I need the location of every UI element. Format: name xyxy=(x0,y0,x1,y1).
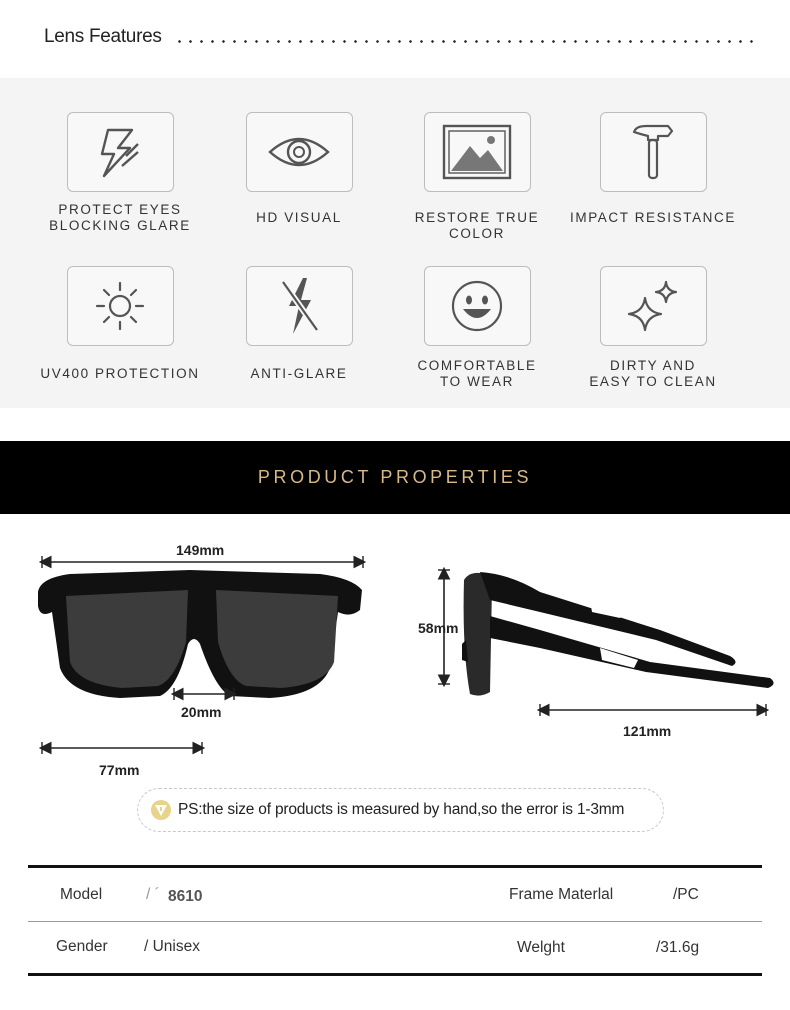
table-top-rule xyxy=(28,865,762,868)
feature-anti-glare xyxy=(209,266,389,382)
lens-features-title: Lens Features xyxy=(44,26,162,47)
product-properties-banner xyxy=(0,441,790,514)
feature-hd-visual xyxy=(209,112,389,226)
feature-true-color xyxy=(387,112,567,242)
lightning-bolt-icon xyxy=(92,124,148,180)
warning-badge-icon xyxy=(150,799,172,821)
features-panel xyxy=(0,78,790,408)
spec-model-label: Model xyxy=(60,886,103,903)
feature-icon-box xyxy=(246,266,353,346)
smiley-face-icon xyxy=(450,279,504,333)
spec-gender-label: Gender xyxy=(56,938,108,955)
feature-icon-box xyxy=(67,112,174,192)
table-bottom-rule xyxy=(28,973,762,976)
feature-protect-eyes xyxy=(30,112,210,234)
feature-icon-box xyxy=(246,112,353,192)
dimension-bridge: 20mm xyxy=(181,704,222,720)
feature-comfortable xyxy=(387,266,567,390)
dimension-width: 149mm xyxy=(176,542,225,558)
landscape-image-icon xyxy=(442,124,512,180)
feature-icon-box xyxy=(67,266,174,346)
banner-title: PRODUCT PROPERTIES xyxy=(257,467,533,487)
feature-icon-box xyxy=(424,112,531,192)
feature-label: PROTECT EYES BLOCKING GLARE xyxy=(49,202,191,233)
dimension-lens-width: 77mm xyxy=(99,762,140,778)
feature-impact-resistance xyxy=(563,112,743,226)
dimension-temple: 121mm xyxy=(623,723,672,739)
spec-model-value: 8610 xyxy=(168,888,203,905)
feature-icon-box xyxy=(424,266,531,346)
feature-label: IMPACT RESISTANCE xyxy=(570,210,736,225)
glasses-side-view xyxy=(430,560,780,720)
crossed-lightning-icon xyxy=(273,276,325,336)
feature-easy-clean xyxy=(563,266,743,390)
hammer-icon xyxy=(628,122,678,182)
sparkle-icon xyxy=(623,276,683,336)
spec-gender-value: / Unisex xyxy=(144,938,200,955)
dotted-divider xyxy=(174,40,754,43)
glasses-front-view xyxy=(30,550,380,760)
feature-uv400 xyxy=(30,266,210,382)
dimension-height: 58mm xyxy=(418,620,459,636)
feature-icon-box xyxy=(600,266,707,346)
spec-model-slash: / ´ xyxy=(146,886,160,903)
eye-icon xyxy=(267,132,331,172)
feature-label: DIRTY AND EASY TO CLEAN xyxy=(589,358,717,389)
spec-weight-label: Welght xyxy=(517,939,565,956)
measurement-note xyxy=(137,788,664,832)
spec-frame-value: /PC xyxy=(673,886,699,903)
feature-label: ANTI-GLARE xyxy=(250,366,348,381)
feature-icon-box xyxy=(600,112,707,192)
feature-label: HD VISUAL xyxy=(256,210,342,225)
feature-label: RESTORE TRUE COLOR xyxy=(414,210,540,241)
spec-weight-value: /31.6g xyxy=(656,939,700,956)
sun-icon xyxy=(94,280,146,332)
spec-frame-label: Frame Materlal xyxy=(509,886,614,903)
feature-label: UV400 PROTECTION xyxy=(40,366,200,381)
note-text: PS:the size of products is measured by hand,so the error is 1-3mm xyxy=(178,801,625,818)
table-middle-rule xyxy=(28,921,762,922)
feature-label: COMFORTABLE TO WEAR xyxy=(417,358,537,389)
